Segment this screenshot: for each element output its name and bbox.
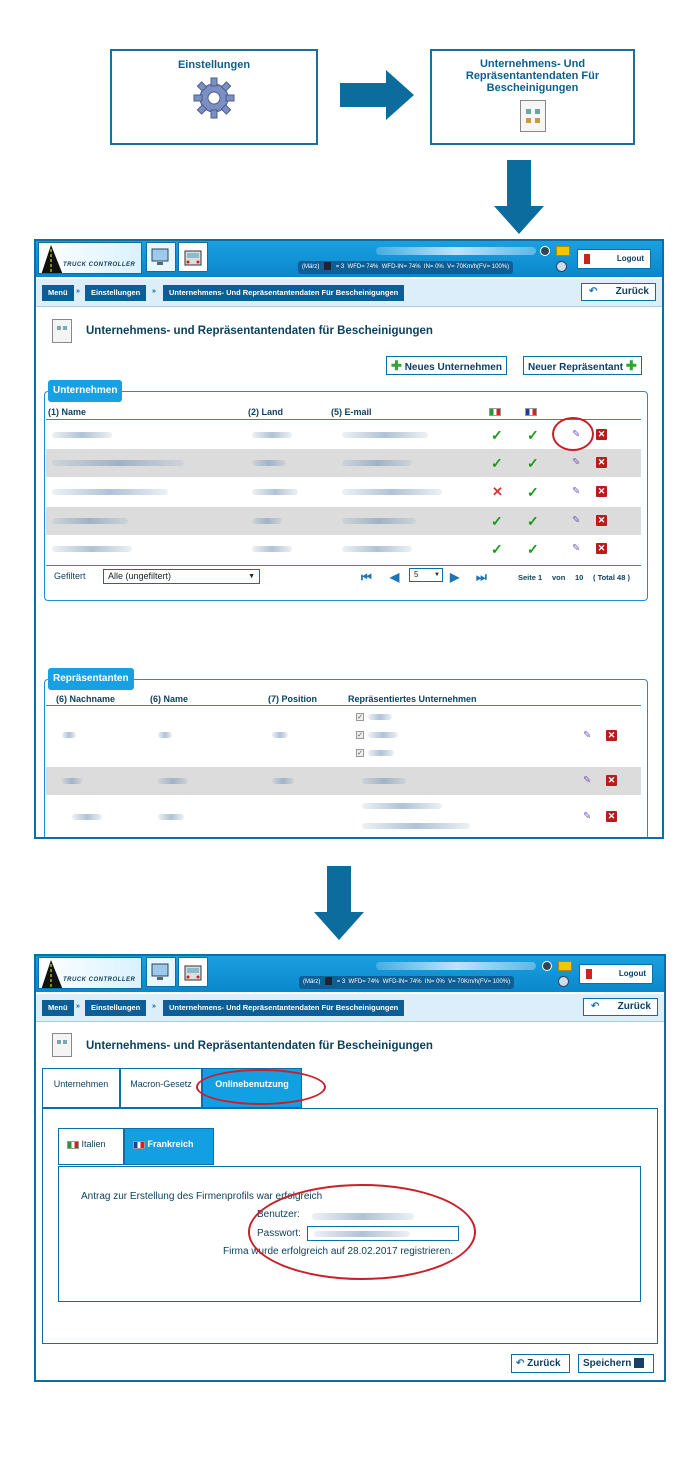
france-flag-icon — [133, 1141, 145, 1149]
logout-icon — [584, 254, 590, 264]
edit-icon: ✎ — [572, 457, 581, 468]
last-page-icon[interactable]: ⏭ — [476, 570, 487, 584]
prev-page-icon[interactable]: ◀ — [390, 570, 400, 584]
filter-label: Gefiltert — [54, 571, 86, 581]
breadcrumb-menu[interactable]: Menü — [42, 285, 74, 301]
tab-italy[interactable]: Italien — [58, 1128, 124, 1165]
new-company-button[interactable]: ✚ Neues Unternehmen — [386, 356, 507, 375]
delete-icon: ✕ — [597, 429, 606, 439]
italy-flag-icon — [489, 408, 501, 416]
chevron-down-icon: ▼ — [434, 572, 440, 578]
user-label: Benutzer: — [257, 1209, 300, 1220]
italy-check-icon: ✓ — [491, 427, 503, 443]
plus-icon: ✚ — [625, 358, 637, 373]
app-header — [36, 241, 662, 277]
highlight-ellipse-tab — [196, 1069, 326, 1105]
italy-check-icon: ✓ — [491, 455, 503, 471]
app-screen-companies — [34, 239, 664, 839]
breadcrumb: Menü » Einstellungen » Unternehmens- Und Repräsentantendaten Für Bescheinigungen ↶ Zurück — [36, 994, 664, 1022]
flow-arrow-down-1 — [494, 160, 544, 234]
italy-cross-icon: ✕ — [492, 484, 503, 499]
status-bar: (März) = 3 WFD= 74% WFD-IN= 74% IN= 0% V= 70Km/h(FV= 100%) — [298, 261, 513, 274]
italy-check-icon: ✓ — [491, 513, 503, 529]
password-label: Passwort: — [257, 1228, 301, 1239]
step-company-data-box — [430, 49, 635, 145]
edit-icon: ✎ — [572, 486, 581, 497]
breadcrumb-settings[interactable]: Einstellungen — [85, 285, 146, 301]
mail-icon[interactable] — [556, 246, 570, 256]
france-check-icon: ✓ — [527, 427, 539, 443]
france-check-icon: ✓ — [527, 513, 539, 529]
driver-icon — [324, 262, 331, 270]
step-settings-title: Einstellungen — [177, 59, 251, 71]
success-message: Antrag zur Erstellung des Firmenprofils war erfolgreich — [81, 1191, 323, 1202]
first-page-icon[interactable]: ⏮ — [361, 570, 372, 584]
col-lastname: (6) Nachname — [56, 694, 116, 704]
truck-controller-logo: TRUCK CONTROLLER — [38, 242, 142, 274]
back-arrow-icon: ↶ — [516, 1358, 525, 1369]
france-check-icon: ✓ — [527, 541, 539, 557]
truck-controller-logo: TRUCK CONTROLLER — [38, 957, 142, 989]
italy-flag-icon — [67, 1141, 79, 1149]
representatives-panel-title: Repräsentanten — [48, 668, 134, 690]
tab-france[interactable]: Frankreich — [124, 1128, 214, 1165]
france-check-icon: ✓ — [527, 455, 539, 471]
tab-macron-law[interactable]: Macron-Gesetz — [120, 1068, 202, 1108]
page-label: Seite 1 — [518, 573, 543, 582]
highlight-ellipse-edit — [552, 417, 594, 451]
france-check-icon: ✓ — [527, 484, 539, 500]
tab-companies[interactable]: Unternehmen — [42, 1068, 120, 1108]
col-name: (1) Name — [48, 407, 87, 417]
back-button-top[interactable]: ↶ Zurück — [581, 283, 656, 301]
flow-arrow-right — [340, 70, 414, 120]
tab-online-usage[interactable]: Onlinebenutzung — [202, 1068, 302, 1108]
logout-button[interactable]: Logout — [579, 964, 653, 984]
app-header — [36, 956, 664, 992]
chevron-down-icon: ▼ — [248, 573, 255, 580]
total-pages: 10 — [575, 573, 584, 582]
col-email: (5) E-mail — [331, 407, 372, 417]
back-arrow-icon: ↶ — [589, 286, 598, 297]
delete-icon: ✕ — [597, 515, 606, 525]
floppy-disk-icon — [634, 1358, 644, 1368]
delete-icon: ✕ — [607, 775, 616, 785]
italy-check-icon: ✓ — [491, 541, 503, 557]
help-icon[interactable] — [542, 961, 552, 971]
breadcrumb: Menü » Einstellungen » Unternehmens- Und Repräsentantendaten Für Bescheinigungen ↶ Zurück — [36, 279, 662, 307]
col-position: (7) Position — [268, 694, 317, 704]
companies-panel-title: Unternehmen — [48, 380, 122, 402]
status-bar: (März) = 3 WFD= 74% WFD-IN= 74% IN= 0% V= 70Km/h(FV= 100%) — [299, 976, 514, 989]
registered-message: Firma wurde erfolgreich auf 28.02.2017 registrieren. — [223, 1246, 454, 1257]
filter-select[interactable]: Alle (ungefiltert) ▼ — [103, 569, 260, 584]
delete-icon: ✕ — [597, 457, 606, 467]
table-row[interactable] — [46, 477, 641, 507]
flow-arrow-down-2 — [314, 866, 364, 940]
computer-icon[interactable] — [146, 242, 176, 272]
document-icon — [520, 100, 546, 132]
app-screen-online-usage — [34, 954, 666, 1382]
total-count: ( Total 48 ) — [593, 573, 630, 582]
breadcrumb-settings[interactable]: Einstellungen — [85, 1000, 146, 1016]
page-document-icon — [52, 1033, 72, 1057]
plus-icon: ✚ — [391, 358, 402, 373]
step-company-data-title: Unternehmens- Und Repräsentantendaten Für Bescheinigungen — [465, 58, 600, 94]
breadcrumb-company-data[interactable]: Unternehmens- Und Repräsentantendaten Für Bescheinigungen — [163, 1000, 404, 1016]
logout-icon — [586, 969, 592, 979]
back-button-top[interactable]: ↶ Zurück — [583, 998, 658, 1016]
truck-front-icon[interactable] — [178, 242, 208, 272]
delete-icon: ✕ — [607, 811, 616, 821]
save-button[interactable]: Speichern — [578, 1354, 654, 1373]
edit-icon: ✎ — [583, 811, 592, 822]
col-country: (2) Land — [248, 407, 283, 417]
back-arrow-icon: ↶ — [591, 1001, 600, 1012]
delete-icon: ✕ — [597, 486, 606, 496]
delete-icon: ✕ — [607, 730, 616, 740]
col-firstname: (6) Name — [150, 694, 189, 704]
of-label: von — [552, 573, 566, 582]
edit-icon: ✎ — [572, 515, 581, 526]
step-settings-box — [110, 49, 318, 145]
back-button-bottom[interactable]: ↶ Zurück — [511, 1354, 570, 1373]
col-represented-company: Repräsentiertes Unternehmen — [348, 694, 477, 704]
highlight-ellipse-credentials — [248, 1184, 476, 1280]
page-title: Unternehmens- und Repräsentantendaten für Bescheinigungen — [86, 1040, 433, 1052]
table-row[interactable] — [46, 535, 641, 563]
table-row[interactable]: ✓ ✓ ✓ ✎ ✕ — [46, 707, 641, 765]
info-icon[interactable] — [558, 976, 569, 987]
logout-button[interactable]: Logout — [577, 249, 651, 269]
new-representative-button[interactable]: Neuer Repräsentant ✚ — [523, 356, 642, 375]
blurred-user-info — [376, 962, 536, 970]
page-size-select[interactable]: 5 ▼ — [409, 568, 443, 582]
help-icon[interactable] — [540, 246, 550, 256]
table-row[interactable] — [46, 797, 641, 837]
mail-icon[interactable] — [558, 961, 572, 971]
page-document-icon — [52, 319, 72, 343]
blurred-user-info — [376, 247, 536, 255]
next-page-icon[interactable]: ▶ — [450, 570, 460, 584]
table-row[interactable] — [46, 449, 641, 477]
info-icon[interactable] — [556, 261, 567, 272]
gear-icon — [191, 75, 237, 121]
edit-icon: ✎ — [572, 543, 581, 554]
table-row[interactable] — [46, 767, 641, 795]
edit-icon: ✎ — [583, 730, 592, 741]
driver-icon — [325, 977, 332, 985]
edit-icon: ✎ — [583, 775, 592, 786]
breadcrumb-menu[interactable]: Menü — [42, 1000, 74, 1016]
breadcrumb-company-data[interactable]: Unternehmens- Und Repräsentantendaten Für Bescheinigungen — [163, 285, 404, 301]
truck-front-icon[interactable] — [178, 957, 208, 987]
table-row[interactable] — [46, 507, 641, 535]
page-title: Unternehmens- und Repräsentantendaten für Bescheinigungen — [86, 325, 433, 337]
france-flag-icon — [525, 408, 537, 416]
delete-icon: ✕ — [597, 543, 606, 553]
edit-icon: ✎ — [572, 429, 581, 440]
computer-icon[interactable] — [146, 957, 176, 987]
